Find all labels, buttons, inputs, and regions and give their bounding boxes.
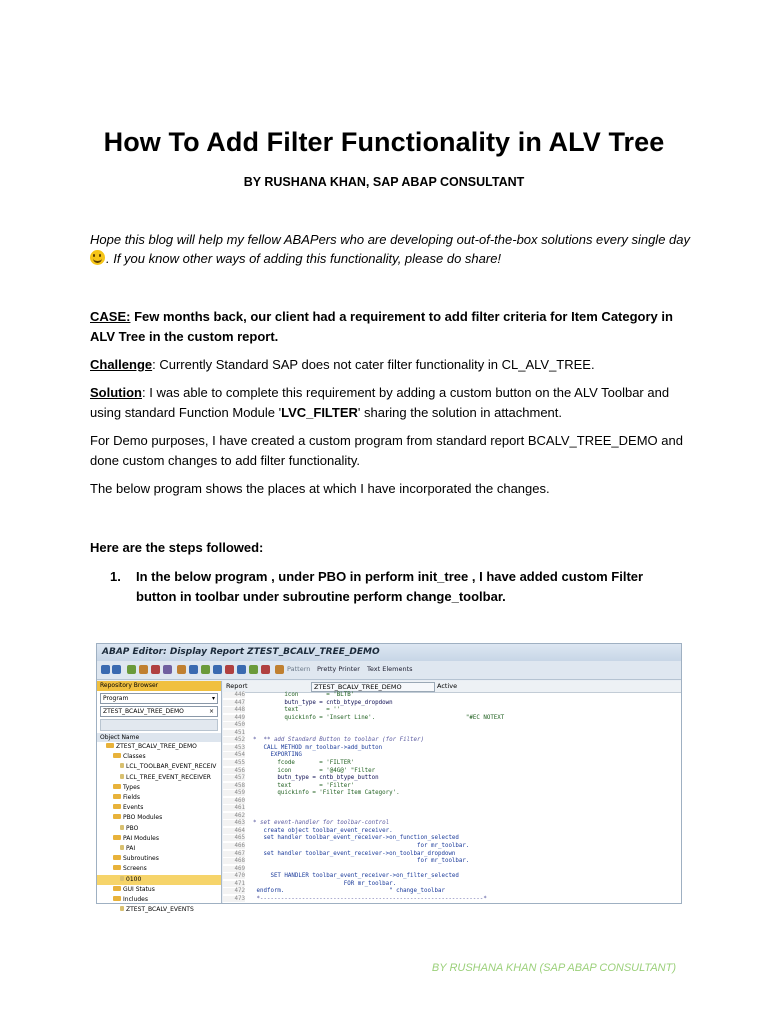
status-label: Active	[437, 682, 458, 690]
code-line: CALL METHOD mr_toolbar->add_button	[253, 744, 383, 751]
tree-node[interactable]	[97, 885, 221, 895]
folder-icon	[120, 845, 124, 850]
code-line: for mr_toolbar.	[253, 858, 470, 865]
code-line: butn_type = cntb_btype_button	[253, 775, 379, 782]
demo-paragraph: For Demo purposes, I have created a custom program from standard report BCALV_TREE_DEMO and done custom changes to add filter functionality.	[90, 433, 683, 468]
tree-node[interactable]	[97, 905, 221, 915]
line-number: 467	[223, 851, 245, 857]
check-icon[interactable]	[139, 665, 148, 674]
intro-paragraph	[90, 230, 690, 268]
intro-line-1: Hope this blog will help my fellow ABAPers who are developing out-of-the-box solutions every single day	[90, 232, 690, 247]
line-number: 456	[223, 768, 245, 774]
line-number: 454	[223, 752, 245, 758]
object-list-icon[interactable]	[189, 665, 198, 674]
folder-icon	[120, 906, 124, 911]
tree-node-label: GUI Status	[123, 885, 155, 893]
folder-icon	[113, 835, 121, 840]
tree-node[interactable]	[97, 803, 221, 813]
line-number: 470	[223, 873, 245, 879]
info-icon[interactable]	[237, 665, 246, 674]
line-number: 450	[223, 722, 245, 728]
pretty-printer-button[interactable]: Pretty Printer	[317, 665, 360, 673]
code-line: create object toolbar_event_receiver.	[253, 827, 393, 834]
repository-browser-header[interactable]: Repository Browser	[97, 681, 221, 691]
repository-browser-panel	[97, 681, 222, 914]
folder-icon	[106, 743, 114, 748]
code-editor-panel	[223, 681, 681, 903]
tree-node-label: Classes	[123, 753, 146, 761]
line-number: 455	[223, 760, 245, 766]
code-line: * set event-handler for toolbar-control	[253, 820, 390, 827]
intro-line-2: . If you know other ways of adding this functionality, please do share!	[106, 251, 502, 266]
tree-node[interactable]	[97, 844, 221, 854]
folder-icon	[113, 865, 121, 870]
solution-text-a: : I was able to complete this requirement by adding a custom button on the ALV Toolbar and using standard Function Module '	[90, 385, 670, 420]
tree-node-label: PBO	[126, 824, 139, 832]
display-icon[interactable]	[249, 665, 258, 674]
solution-label: Solution	[90, 385, 142, 400]
tree-node[interactable]	[97, 783, 221, 793]
solution-text-b: ' sharing the solution in attachment.	[357, 404, 563, 420]
below-paragraph: The below program shows the places at which I have incorporated the changes.	[90, 481, 550, 496]
code-line: butn_type = cntb_btype_dropdown	[253, 699, 393, 706]
tree-node-label: Events	[123, 804, 144, 812]
abap-editor-screenshot	[96, 643, 682, 914]
tree-node[interactable]	[97, 854, 221, 864]
code-line: icon = 'BLTB'	[253, 692, 355, 698]
object-type-value: Program	[103, 695, 129, 702]
line-number: 457	[223, 775, 245, 781]
code-line: set handler toolbar_event_receiver->on_function_selected	[253, 835, 459, 842]
challenge-text: : Currently Standard SAP does not cater filter functionality in CL_ALV_TREE.	[152, 357, 595, 372]
line-number: 471	[223, 881, 245, 887]
forward-icon[interactable]	[112, 665, 121, 674]
code-line: icon = '@4G@' "Filter	[253, 767, 376, 774]
code-line: SET HANDLER toolbar_event_receiver->on_filter_selected	[253, 873, 459, 880]
folder-icon	[113, 794, 121, 799]
page-footer: BY RUSHANA KHAN (SAP ABAP CONSULTANT)	[431, 962, 676, 974]
tree-node-label: PAI	[126, 845, 136, 853]
code-line: for mr_toolbar.	[253, 843, 470, 849]
tree-node[interactable]	[97, 752, 221, 762]
solution-paragraph	[90, 383, 690, 422]
tree-node[interactable]	[97, 793, 221, 803]
folder-icon	[113, 886, 121, 891]
code-line: fcode = 'FILTER'	[253, 759, 355, 766]
sap-window-title: ABAP Editor: Display Report ZTEST_BCALV_TREE_DEMO	[97, 644, 681, 661]
tree-node[interactable]	[97, 813, 221, 823]
test-icon[interactable]	[163, 665, 172, 674]
pattern-button[interactable]: Pattern	[287, 665, 311, 673]
tree-node[interactable]	[97, 824, 221, 834]
activate-icon[interactable]	[151, 665, 160, 674]
breakpoint-icon[interactable]	[225, 665, 234, 674]
text-elements-button[interactable]: Text Elements	[367, 665, 413, 673]
code-line: text = 'Filter'	[253, 782, 355, 789]
tree-node-label: ZTEST_BCALV_TREE_DEMO	[116, 743, 197, 750]
tree-node[interactable]	[97, 762, 221, 772]
folder-icon	[120, 876, 124, 881]
folder-icon	[120, 825, 124, 830]
author-byline: BY RUSHANA KHAN, SAP ABAP CONSULTANT	[243, 175, 525, 189]
case-text: Few months back, our client had a requirement to add filter criteria for Item Category in ALV Tree in the custom report.	[90, 309, 673, 344]
line-number: 452	[223, 737, 245, 743]
line-number: 464	[223, 828, 245, 834]
folder-icon	[113, 814, 121, 819]
line-number: 461	[223, 805, 245, 811]
step-1-text: In the below program , under PBO in perform init_tree , I have added custom Filter button in toolbar under subroutine perform change_toolbar.	[136, 569, 644, 604]
line-number: 458	[223, 783, 245, 789]
report-label: Report	[226, 682, 248, 690]
tree-node-label: Fields	[123, 794, 140, 802]
code-line: *----------------------------------------------------------------*	[253, 895, 487, 902]
program-name-field[interactable]	[100, 706, 218, 717]
where-used-icon[interactable]	[177, 665, 186, 674]
tree-node-label: Includes	[123, 896, 148, 904]
line-number: 462	[223, 813, 245, 819]
smiley-icon	[90, 250, 105, 265]
tree-node-label: LCL_TOOLBAR_EVENT_RECEIV	[126, 763, 217, 771]
program-name-value: ZTEST_BCALV_TREE_DEMO	[103, 708, 184, 715]
line-number: 459	[223, 790, 245, 796]
tree-node[interactable]	[97, 742, 221, 752]
solution-bold: LVC_FILTER	[281, 404, 358, 420]
back-icon[interactable]	[101, 665, 110, 674]
line-number: 453	[223, 745, 245, 751]
case-paragraph	[90, 307, 690, 346]
sap-toolbar	[97, 661, 681, 680]
tree-node-label: Screens	[123, 865, 147, 873]
tree-node-label: LCL_TREE_EVENT_RECEIVER	[126, 773, 211, 781]
stop-icon[interactable]	[261, 665, 270, 674]
code-line: quickinfo = 'Insert Line'. "#EC NOTEXT	[253, 714, 505, 721]
tree-node-label: 0100	[126, 875, 142, 883]
document-title: How To Add Filter Functionality in ALV Tree	[103, 127, 665, 157]
challenge-label: Challenge	[90, 357, 153, 372]
folder-icon	[120, 763, 124, 768]
tree-node[interactable]	[97, 773, 221, 783]
line-number: 448	[223, 707, 245, 713]
line-number: 472	[223, 888, 245, 894]
tree-node[interactable]	[97, 875, 221, 885]
line-number: 473	[223, 896, 245, 902]
folder-icon	[120, 774, 124, 779]
code-line: EXPORTING	[253, 752, 302, 759]
navigation-icon[interactable]	[201, 665, 210, 674]
folder-icon	[113, 896, 121, 901]
tree-node-label: Subroutines	[123, 855, 159, 863]
folder-icon	[113, 753, 121, 758]
object-tree	[97, 742, 221, 915]
code-line: quickinfo = 'Filter Item Category'.	[253, 790, 400, 797]
line-number: 447	[223, 700, 245, 706]
browser-toolbar	[100, 719, 218, 731]
report-name-field[interactable]: ZTEST_BCALV_TREE_DEMO	[311, 682, 435, 692]
challenge-paragraph	[90, 355, 690, 375]
tree-node-label: PAI Modules	[123, 834, 159, 842]
line-number: 469	[223, 866, 245, 872]
steps-heading: Here are the steps followed:	[90, 540, 264, 555]
line-number: 465	[223, 835, 245, 841]
line-number: 463	[223, 820, 245, 826]
line-number: 451	[223, 730, 245, 736]
tree-node[interactable]	[97, 864, 221, 874]
tree-node[interactable]	[97, 895, 221, 905]
line-number: 466	[223, 843, 245, 849]
line-number: 449	[223, 715, 245, 721]
object-name-header: Object Name	[97, 733, 221, 742]
line-number: 446	[223, 692, 245, 698]
folder-icon	[113, 804, 121, 809]
line-number: 460	[223, 798, 245, 804]
code-line: FOR mr_toolbar.	[253, 880, 397, 887]
folder-icon	[113, 784, 121, 789]
code-line: endform. " change_toolbar	[253, 888, 445, 895]
code-line: set handler toolbar_event_receiver->on_toolbar_dropdown	[253, 850, 456, 857]
code-line: * ** add Standard Button to toolbar (for Filter)	[253, 737, 425, 744]
code-line: text = ''	[253, 707, 341, 714]
pattern-icon[interactable]	[275, 665, 284, 674]
clear-icon[interactable]: ×	[208, 708, 214, 715]
edit-icon[interactable]	[127, 665, 136, 674]
step-1-number: 1.	[110, 569, 121, 584]
object-type-select[interactable]	[100, 693, 218, 704]
tree-node-label: ZTEST_BCALV_EVENTS	[126, 906, 194, 914]
tree-node-label: PBO Modules	[123, 814, 163, 822]
case-label: CASE:	[90, 309, 131, 324]
tree-node[interactable]	[97, 834, 221, 844]
chevron-down-icon: ▾	[211, 695, 215, 702]
tree-node-label: Types	[123, 783, 140, 791]
folder-icon	[113, 855, 121, 860]
line-number: 468	[223, 858, 245, 864]
hierarchy-icon[interactable]	[213, 665, 222, 674]
